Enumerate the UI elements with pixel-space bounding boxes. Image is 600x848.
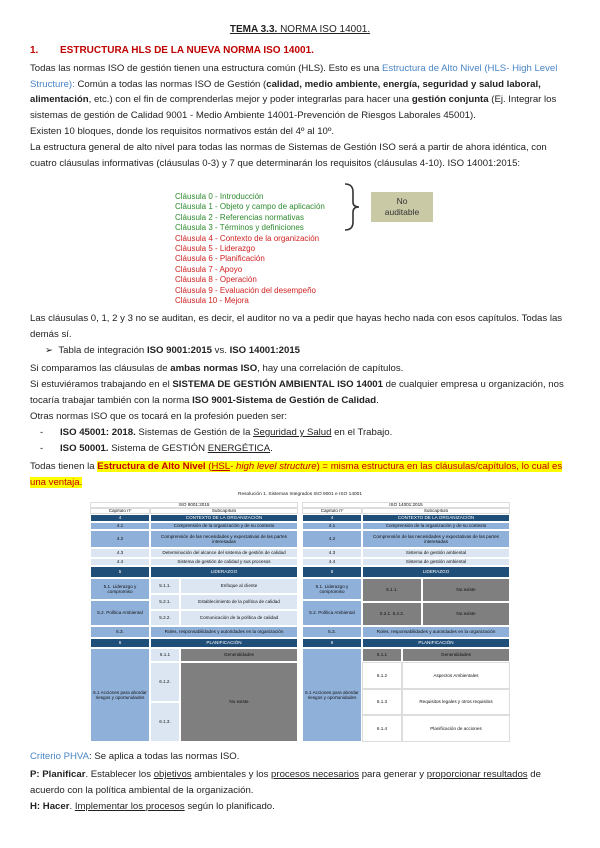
paragraph-compare bbox=[30, 361, 575, 377]
table-cell-num: 5 bbox=[90, 566, 150, 578]
no-auditable-line2: auditable bbox=[384, 207, 420, 217]
table-cell-text: Sistema de gestión ambiental bbox=[362, 548, 510, 558]
text-bold: H: Hacer bbox=[30, 801, 70, 812]
table-cell-num: 5.3. bbox=[90, 626, 150, 638]
text-bold: ISO 9001-Sistema de Gestión de Calidad bbox=[192, 394, 377, 406]
phva-term: Criterio PHVA bbox=[30, 751, 89, 762]
title-rest: NORMA ISO 14001. bbox=[277, 24, 371, 35]
highlight: ) = misma estructura en las cláusulas/capítulos, lo cual es una ventaja. bbox=[30, 461, 563, 488]
table-cell-num: 5.1.1. bbox=[150, 578, 180, 594]
table-cell-text: PLANIFICACIÓN bbox=[150, 638, 298, 648]
text: Todas las normas ISO de gestión tienen una estructura común (HLS). Esto es una bbox=[30, 63, 382, 74]
highlight-italic: high level structure bbox=[236, 461, 317, 472]
table-cell-text: No existe bbox=[180, 662, 298, 742]
table-cell-num: 6.1.2 bbox=[362, 662, 402, 689]
table-cell-text: Comprensión de las necesidades y expectativas de las partes interesadas bbox=[150, 530, 298, 548]
text-bold: calidad, medio ambiente, energía, seguridad y salud laboral, alimentación bbox=[30, 78, 541, 105]
table-cell-text: 5.1. Liderazgo y compromiso bbox=[90, 578, 150, 600]
table-subhead: Subcapítulo bbox=[150, 508, 298, 514]
text-bold: ISO 9001:2015 bbox=[146, 345, 213, 356]
paragraph-structure: La estructura general de alto nivel para todas las normas de Sistemas de Gestión ISO será a partir de ahora idéntica, con cuatro cláusulas informativas (cláusulas 0-3) y 7 que determinarán los requisitos (cláusulas 4-10). ISO 14001:2015: bbox=[30, 142, 547, 169]
table-cell-num: 4 bbox=[90, 514, 150, 522]
paragraph-phva bbox=[30, 749, 575, 765]
text: Común a todas las normas ISO de Gestión ( bbox=[74, 78, 267, 90]
table-cell-text: Establecimiento de la política de calidad bbox=[180, 594, 298, 610]
paragraph-no-audit: Las cláusulas 0, 1, 2 y 3 no se auditan, es decir, el auditor no va a pedir que hayas hecho nada con esos capítulos. Todas las demás sí. bbox=[30, 313, 563, 340]
text: . Establecer los bbox=[85, 769, 154, 780]
table-cell-text: Roles, responsabilidades y autoridades en la organización bbox=[150, 626, 298, 638]
table-cell-text: 5.1. Liderazgo y compromiso bbox=[302, 578, 362, 600]
clause-item: Cláusula 8 - Operación bbox=[175, 275, 257, 285]
text-underlined: proporcionar resultados bbox=[426, 769, 528, 780]
section-heading bbox=[30, 43, 575, 59]
clause-item: Cláusula 5 - Liderazgo bbox=[175, 244, 256, 253]
table-head: ISO 9001:2015 bbox=[90, 502, 298, 508]
text: vs. bbox=[212, 345, 230, 356]
text: Si comparamos las cláusulas de bbox=[30, 363, 171, 374]
bullet-integration bbox=[45, 343, 590, 359]
table-cell-num: 6.1.2. bbox=[150, 662, 180, 702]
hls-term: Estructura de Alto Nivel (HLS- High Level Structure): bbox=[30, 63, 558, 90]
text: Todas tienen la bbox=[30, 461, 98, 472]
table-cell-num: 4.2 bbox=[302, 530, 362, 548]
table-caption: Resolución 1. Sistemas Integrados ISO 9001 e ISO 14001 bbox=[238, 492, 362, 497]
table-cell-num: 5.3. bbox=[302, 626, 362, 638]
text: Sistema de GESTIÓN bbox=[108, 443, 208, 454]
table-cell-num: 6.1.3 bbox=[362, 689, 402, 716]
table-cell-text: Enfoque al cliente bbox=[180, 578, 298, 594]
text-underlined: Seguridad y Salud bbox=[253, 427, 332, 438]
clause-item: Cláusula 7 - Apoyo bbox=[175, 264, 243, 274]
text: Si estuviéramos trabajando en el bbox=[30, 379, 173, 390]
text: para generar y bbox=[359, 769, 427, 780]
text: . bbox=[69, 801, 75, 812]
curly-brace-icon bbox=[343, 182, 361, 232]
highlight-bold: Estructura de Alto Nivel bbox=[97, 461, 206, 472]
table-subhead: Capítulo nº bbox=[90, 508, 150, 514]
table-cell-num: 4.3 bbox=[90, 548, 150, 558]
text-bold: ambas normas ISO bbox=[170, 363, 258, 374]
table-cell-text: No existe bbox=[422, 602, 510, 626]
table-cell-text: Determinación del alcance del sistema de gestión de calidad bbox=[150, 548, 298, 558]
text: , hay una correlación de capítulos. bbox=[257, 363, 404, 374]
section-number: 1. bbox=[30, 45, 39, 56]
table-cell-text: Comunicación de la política de calidad bbox=[180, 610, 298, 626]
table-cell-text: 6.1 Acciones para abordar riesgos y oportunidades bbox=[90, 648, 150, 742]
table-cell-text: CONTEXTO DE LA ORGANIZACIÓN bbox=[150, 514, 298, 522]
text-bold: gestión conjunta bbox=[411, 94, 489, 105]
text-bold: P: Planificar bbox=[30, 769, 86, 780]
text: en el Trabajo. bbox=[331, 427, 393, 438]
table-cell-text: Comprensión de la organización y de su contexto bbox=[150, 522, 298, 530]
integration-table-figure bbox=[90, 492, 510, 742]
table-cell-text: Requisitos legales y otros requisitos bbox=[402, 689, 510, 716]
table-cell-text: Sistema de gestión de calidad y sus procesos bbox=[150, 558, 298, 566]
clause-item: Cláusula 6 - Planificación bbox=[175, 254, 265, 264]
section-label: ESTRUCTURA HLS DE LA NUEVA NORMA ISO 14001. bbox=[60, 45, 314, 56]
text: según lo planificado. bbox=[184, 801, 275, 812]
text-bold: ISO 50001. bbox=[60, 443, 109, 454]
highlight-underlined: HSL bbox=[211, 461, 231, 472]
clause-item: Cláusula 1 - Objeto y campo de aplicación bbox=[175, 202, 325, 212]
table-cell-text: Generalidades bbox=[180, 648, 298, 662]
table-cell-num: 4.1 bbox=[302, 522, 362, 530]
table-cell-num: 6 bbox=[302, 638, 362, 648]
text: ambientales y los bbox=[191, 769, 272, 780]
clause-item: Cláusula 3 - Términos y definiciones bbox=[175, 223, 304, 233]
text: de cualquier empresa u organización, nos tocaría trabajar también con la norma bbox=[30, 379, 564, 406]
table-cell-text: Comprensión de las necesidades y expectativas de las partes interesadas bbox=[362, 530, 510, 548]
table-cell-num: 4.4 bbox=[302, 558, 362, 566]
paragraph-hls-advantage bbox=[30, 459, 575, 490]
table-cell-num: 5.1.1. bbox=[362, 578, 422, 602]
highlight: ( bbox=[205, 461, 212, 472]
table-cell-text: PLANIFICACIÓN bbox=[362, 638, 510, 648]
text-underlined: procesos necesarios bbox=[271, 769, 360, 780]
table-cell-text: 5.2. Política Ambiental bbox=[90, 600, 150, 626]
table-cell-text: Roles, responsabilidades y autoridades en la organización bbox=[362, 626, 510, 638]
list-item-iso45001 bbox=[40, 425, 600, 441]
document-title bbox=[0, 22, 600, 38]
paragraph-sga bbox=[30, 377, 575, 408]
paragraph-hls bbox=[30, 61, 575, 123]
text: Sistemas de Gestión de la bbox=[135, 427, 254, 438]
text: (Ej. Integrar los sistemas de gestión de Calidad 9001 - Medio Ambiente 14001-Prevención de Riesgos Laborales 45001). bbox=[30, 94, 557, 121]
table-cell-num: 6.1.3. bbox=[150, 702, 180, 742]
dash-bullet: - bbox=[40, 427, 44, 438]
table-cell-text: LIDERAZGO bbox=[362, 566, 510, 578]
clause-item: Cláusula 0 - Introducción bbox=[175, 192, 264, 201]
table-cell-num: 4.1 bbox=[90, 522, 150, 530]
clause-item: Cláusula 2 - Referencias normativas bbox=[175, 212, 304, 222]
text: , etc.) con el fin de comprenderlas mejor y poder integrarlas para hacer una bbox=[88, 94, 412, 105]
table-cell-num: 4.3 bbox=[302, 548, 362, 558]
highlight: - bbox=[230, 461, 237, 472]
clause-item: Cláusula 10 - Mejora bbox=[175, 296, 249, 305]
table-cell-text: Planificación de acciones bbox=[402, 715, 510, 742]
table-cell-text: Aspectos Ambientales bbox=[402, 662, 510, 689]
table-cell-text: Sistema de gestión ambiental bbox=[362, 558, 510, 566]
table-cell-num: 5.2.1. bbox=[150, 594, 180, 610]
paragraph-other-norms: Otras normas ISO que os tocará en la profesión pueden ser: bbox=[30, 411, 288, 422]
text-underlined: Implementar los procesos bbox=[74, 801, 185, 812]
table-cell-num: 4.2 bbox=[90, 530, 150, 548]
table-subhead: Capítulo nº bbox=[302, 508, 362, 514]
table-cell-text: 5.2. Política Ambiental bbox=[302, 600, 362, 626]
table-subhead: Subcapítulo bbox=[362, 508, 510, 514]
table-cell-text: Generalidades bbox=[402, 648, 510, 662]
text-bold: SISTEMA DE GESTIÓN AMBIENTAL ISO 14001 bbox=[172, 379, 383, 390]
clause-item: Cláusula 4 - Contexto de la organización bbox=[175, 233, 320, 243]
table-cell-num: 6.1.4 bbox=[362, 715, 402, 742]
arrow-bullet-icon: ➢ bbox=[45, 345, 54, 356]
integration-table-grid bbox=[90, 498, 510, 742]
table-cell-num: 6.1.1 bbox=[150, 648, 180, 662]
table-cell-num: 4 bbox=[302, 514, 362, 522]
table-cell-num: 6 bbox=[90, 638, 150, 648]
text: de acuerdo con la política ambiental de la organización. bbox=[30, 769, 541, 796]
text-bold: ISO 14001:2015 bbox=[229, 345, 301, 356]
table-cell-text: No existe bbox=[422, 578, 510, 602]
table-cell-num: 5.2.1. 5.2.2. bbox=[362, 602, 422, 626]
table-cell-num: 5 bbox=[302, 566, 362, 578]
table-cell-text: 6.1 Acciones para abordar riesgos y oportunidades bbox=[302, 648, 362, 742]
text: Tabla de integración bbox=[58, 345, 147, 356]
table-cell-num: 5.2.2. bbox=[150, 610, 180, 626]
paragraph-blocks: Existen 10 bloques, donde los requisitos normativos están del 4º al 10º. bbox=[30, 126, 335, 137]
table-cell-num: 6.1.1 bbox=[362, 648, 402, 662]
text-bold: ISO 45001: 2018. bbox=[60, 427, 136, 438]
list-item-iso50001 bbox=[40, 441, 600, 457]
table-cell-num: 4.4 bbox=[90, 558, 150, 566]
title-prefix: TEMA 3.3. bbox=[229, 24, 278, 35]
table-cell-text: Comprensión de la organización y de su contexto bbox=[362, 522, 510, 530]
paragraph-planificar bbox=[30, 767, 575, 798]
no-auditable-box bbox=[371, 192, 433, 222]
dash-bullet: - bbox=[40, 443, 44, 454]
table-cell-text: CONTEXTO DE LA ORGANIZACIÓN bbox=[362, 514, 510, 522]
table-head: ISO 14001:2015 bbox=[302, 502, 510, 508]
text-underlined: ENERGÉTICA bbox=[207, 443, 271, 454]
no-auditable-line1: No bbox=[396, 196, 408, 206]
text-underlined: objetivos bbox=[153, 769, 192, 780]
text: . bbox=[376, 394, 379, 406]
text: : Se aplica a todas las normas ISO. bbox=[89, 751, 240, 762]
clause-item: Cláusula 9 - Evaluación del desempeño bbox=[175, 285, 316, 295]
paragraph-hacer bbox=[30, 799, 575, 815]
table-cell-text: LIDERAZGO bbox=[150, 566, 298, 578]
text: . bbox=[270, 443, 273, 454]
